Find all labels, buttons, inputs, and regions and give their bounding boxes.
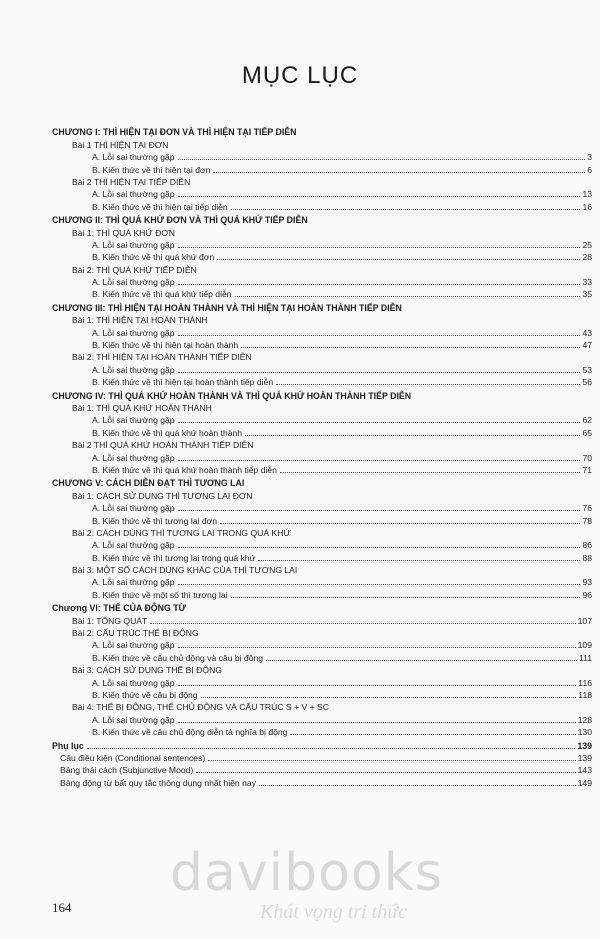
toc-entry-item: [52, 550, 592, 562]
toc-entry-chapter: [52, 600, 592, 613]
toc-entry-page: 139: [577, 740, 592, 751]
toc-entry-label: B. Kiến thức về thì quá khứ đơn: [92, 252, 215, 263]
toc-entry-label: B. Kiến thức về thì hiện tại hoàn thành tiếp diễn: [92, 377, 274, 388]
toc-entry-label: Bảng động từ bất quy tắc thông dụng nhất hiện nay: [60, 777, 256, 788]
toc-entry-label: Bài 3: CÁCH SỬ DỤNG THỂ BỊ ĐỘNG: [72, 665, 222, 676]
dot-leader: [178, 335, 581, 336]
toc-entry-label: Bài 2: CẤU TRÚC THỂ BỊ ĐỘNG: [72, 628, 199, 639]
toc-entry-item: [52, 463, 592, 475]
toc-entry-item: [52, 275, 592, 287]
toc-entry-item: [52, 250, 592, 262]
table-of-contents: [52, 124, 592, 788]
dot-leader: [178, 247, 581, 248]
toc-entry-label: Phụ lục: [52, 740, 84, 751]
toc-entry-label: B. Kiến thức về thì hiện tại đơn: [92, 164, 211, 175]
toc-entry-item: [52, 238, 592, 250]
toc-entry-page: 86: [582, 540, 592, 551]
toc-entry-label: A. Lỗi sai thường gặp: [92, 577, 175, 588]
toc-entry-page: 109: [577, 640, 592, 651]
toc-entry-page: 139: [577, 752, 592, 763]
toc-entry-item: [52, 425, 592, 437]
dot-leader: [280, 472, 580, 473]
toc-entry-item: [52, 638, 592, 650]
toc-entry-item: [52, 575, 592, 587]
toc-entry-lesson: [52, 313, 592, 325]
toc-entry-item: [52, 501, 592, 513]
toc-entry-item: [52, 688, 592, 700]
toc-entry-page: 107: [577, 615, 592, 626]
toc-entry-lesson: [52, 563, 592, 575]
dot-leader: [178, 547, 581, 548]
toc-entry-label: Bài 2 THÌ HIỆN TẠI TIẾP DIỄN: [72, 176, 191, 187]
toc-entry-lesson: [52, 225, 592, 237]
toc-entry-page: 62: [582, 415, 592, 426]
toc-entry-page: 16: [582, 201, 592, 212]
toc-entry-sub: [52, 763, 592, 775]
toc-entry-item: [52, 675, 592, 687]
toc-entry-label: CHƯƠNG V: CÁCH DIỄN ĐẠT THÌ TƯƠNG LAI: [52, 478, 245, 489]
dot-leader: [259, 785, 576, 786]
toc-entry-page: 70: [582, 452, 592, 463]
toc-entry-label: B. Kiến thức về thì quá khứ hoàn thành tiếp diễn: [92, 464, 277, 475]
toc-entry-page: 130: [577, 727, 592, 738]
toc-entry-label: B. Kiến thức về một số thì tương lai: [92, 589, 228, 600]
toc-entry-item: [52, 325, 592, 337]
toc-entry-page: 93: [582, 577, 592, 588]
dot-leader: [178, 647, 576, 648]
toc-entry-page: 53: [582, 364, 592, 375]
dot-leader: [266, 660, 577, 661]
toc-entry-label: A. Lỗi sai thường gặp: [92, 540, 175, 551]
toc-entry-label: A. Lỗi sai thường gặp: [92, 415, 175, 426]
toc-entry-sub: [52, 751, 592, 763]
toc-entry-label: Bài 1: CÁCH SỬ DỤNG THÌ TƯƠNG LAI ĐƠN: [72, 490, 253, 501]
dot-leader: [217, 259, 580, 260]
toc-entry-label: Bài 3: MỘT SỐ CÁCH DÙNG KHÁC CỦA THÌ TƯƠNG LAI: [72, 565, 298, 576]
dot-leader: [178, 372, 581, 373]
toc-entry-page: 88: [582, 552, 592, 563]
toc-entry-label: CHƯƠNG III: THÌ HIỆN TẠI HOÀN THÀNH VÀ THÌ HIỆN TẠI HOÀN THÀNH TIẾP DIỄN: [52, 302, 402, 313]
toc-entry-label: Bài 2: THÌ HIỆN TẠI HOÀN THÀNH TIẾP DIỄN: [72, 352, 252, 363]
toc-entry-page: 35: [582, 289, 592, 300]
toc-entry-label: Bài 2: CÁCH DÙNG THÌ TƯƠNG LAI TRONG QUÁ KHỨ: [72, 527, 291, 538]
toc-entry-label: Bài 2 THÌ QUÁ KHỨ HOÀN THÀNH TIẾP DIỄN: [72, 440, 254, 451]
toc-entry-item: [52, 187, 592, 199]
toc-entry-label: A. Lỗi sai thường gặp: [92, 640, 175, 651]
toc-entry-label: A. Lỗi sai thường gặp: [92, 452, 175, 463]
dot-leader: [231, 597, 581, 598]
toc-entry-chapter: [52, 475, 592, 488]
dot-leader: [178, 159, 586, 160]
toc-entry-lesson: [52, 401, 592, 413]
dot-leader: [178, 685, 577, 686]
dot-leader: [235, 296, 581, 297]
toc-entry-label: Bài 1: THÌ QUÁ KHỨ ĐƠN: [72, 227, 175, 238]
toc-entry-item: [52, 650, 592, 662]
dot-leader: [245, 435, 580, 436]
toc-entry-item: [52, 587, 592, 599]
page-title: MỤC LỤC: [241, 62, 359, 89]
toc-entry-lesson: [52, 700, 592, 712]
dot-leader: [178, 284, 581, 285]
watermark: [170, 845, 490, 935]
toc-entry-item: [52, 712, 592, 724]
toc-entry-page: 71: [582, 464, 592, 475]
toc-entry-lesson: [52, 175, 592, 187]
toc-entry-label: B. Kiến thức về thì tương lai đơn: [92, 515, 218, 526]
toc-entry-label: B. Kiến thức về thì hiện tại tiếp diễn: [92, 201, 228, 212]
toc-entry-page: 47: [582, 340, 592, 351]
toc-entry-label: Bài 1: TỔNG QUÁT: [72, 615, 148, 626]
toc-entry-label: B. Kiến thức về câu bị động: [92, 689, 198, 700]
toc-entry-page: 116: [578, 677, 592, 688]
toc-entry-item: [52, 150, 592, 162]
toc-entry-label: A. Lỗi sai thường gặp: [92, 189, 175, 200]
dot-leader: [178, 722, 576, 723]
dot-leader: [276, 384, 580, 385]
toc-entry-page: 78: [582, 515, 592, 526]
toc-entry-page: 111: [578, 652, 592, 663]
toc-entry-label: A. Lỗi sai thường gặp: [92, 277, 175, 288]
toc-entry-item: [52, 287, 592, 299]
toc-entry-chapter: [52, 212, 592, 225]
dot-leader: [258, 560, 580, 561]
toc-entry-chapter: [52, 124, 592, 137]
dot-leader: [178, 422, 581, 423]
dot-leader: [201, 697, 577, 698]
toc-entry-label: Bài 1 THÌ HIỆN TẠI ĐƠN: [72, 139, 169, 150]
toc-entry-label: A. Lỗi sai thường gặp: [92, 239, 175, 250]
dot-leader: [196, 772, 575, 773]
dot-leader: [213, 172, 585, 173]
toc-entry-lesson: [52, 663, 592, 675]
dot-leader: [178, 510, 581, 511]
toc-entry-lesson: [52, 613, 592, 625]
toc-entry-lesson: [52, 438, 592, 450]
toc-entry-label: B. Kiến thức về thì quá khứ tiếp diễn: [92, 289, 232, 300]
watermark-tagline: Khát vọng tri thức: [260, 901, 408, 923]
dot-leader: [178, 584, 581, 585]
toc-entry-label: Bài 2: THÌ QUÁ KHỨ TIẾP DIỄN: [72, 264, 197, 275]
toc-entry-label: B. Kiến thức về thì tương lai trong quá khứ: [92, 552, 256, 563]
toc-entry-label: B. Kiến thức về câu chủ động diễn tả nghĩa bị động: [92, 727, 288, 738]
toc-entry-page: 65: [582, 427, 592, 438]
dot-leader: [178, 460, 581, 461]
toc-entry-label: CHƯƠNG IV: THÌ QUÁ KHỨ HOÀN THÀNH VÀ THÌ QUÁ KHỨ HOÀN THÀNH TIẾP DIỄN: [52, 390, 412, 401]
toc-entry-label: A. Lỗi sai thường gặp: [92, 714, 175, 725]
toc-entry-lesson: [52, 350, 592, 362]
toc-entry-page: 6: [587, 164, 592, 175]
toc-entry-appendix: [52, 737, 592, 750]
toc-entry-label: A. Lỗi sai thường gặp: [92, 152, 175, 163]
toc-entry-chapter: [52, 299, 592, 312]
toc-entry-item: [52, 450, 592, 462]
toc-entry-label: Bài 1: THÌ QUÁ KHỨ HOÀN THÀNH: [72, 402, 212, 413]
toc-entry-page: 118: [578, 689, 592, 700]
toc-entry-label: B. Kiến thức về câu chủ động và câu bị động: [92, 652, 264, 663]
toc-entry-label: B. Kiến thức về thì hiện tại hoàn thành: [92, 340, 239, 351]
toc-entry-lesson: [52, 526, 592, 538]
toc-entry-label: B. Kiến thức về thì quá khứ hoàn thành: [92, 427, 243, 438]
dot-leader: [241, 347, 580, 348]
toc-entry-label: Chương VI: THỂ CỦA ĐỘNG TỪ: [52, 603, 186, 614]
toc-entry-page: 25: [582, 239, 592, 250]
dot-leader: [178, 196, 581, 197]
dot-leader: [290, 734, 575, 735]
toc-entry-page: 56: [582, 377, 592, 388]
toc-entry-label: Bài 1: THÌ HIỆN TẠI HOÀN THÀNH: [72, 315, 208, 326]
toc-entry-label: CHƯƠNG I: THÌ HIỆN TẠI ĐƠN VÀ THÌ HIỆN TẠI TIẾP DIỄN: [52, 127, 297, 138]
dot-leader: [208, 760, 575, 761]
toc-entry-label: A. Lỗi sai thường gặp: [92, 677, 175, 688]
toc-entry-lesson: [52, 488, 592, 500]
toc-entry-chapter: [52, 387, 592, 400]
toc-entry-lesson: [52, 626, 592, 638]
toc-entry-lesson: [52, 137, 592, 149]
toc-entry-item: [52, 199, 592, 211]
toc-entry-label: A. Lỗi sai thường gặp: [92, 364, 175, 375]
toc-entry-item: [52, 162, 592, 174]
toc-entry-page: 149: [577, 777, 592, 788]
toc-entry-label: Câu điều kiện (Conditional sentences): [60, 752, 206, 763]
toc-entry-sub: [52, 775, 592, 787]
toc-entry-label: Bài 4: THỂ BỊ ĐỘNG, THỂ CHỦ ĐỘNG VÀ CẤU TRÚC S + V + SC: [72, 702, 329, 713]
toc-entry-page: 43: [582, 327, 592, 338]
toc-entry-item: [52, 375, 592, 387]
dot-leader: [220, 523, 580, 524]
toc-entry-item: [52, 362, 592, 374]
toc-entry-page: 96: [582, 589, 592, 600]
toc-entry-page: 28: [582, 252, 592, 263]
toc-entry-item: [52, 338, 592, 350]
toc-entry-page: 143: [577, 765, 592, 776]
toc-entry-label: A. Lỗi sai thường gặp: [92, 327, 175, 338]
toc-entry-page: 33: [582, 277, 592, 288]
toc-entry-page: 13: [582, 189, 592, 200]
toc-entry-item: [52, 513, 592, 525]
toc-entry-item: [52, 413, 592, 425]
toc-entry-label: CHƯƠNG II: THÌ QUÁ KHỨ ĐƠN VÀ THÌ QUÁ KHỨ TIẾP DIỄN: [52, 215, 308, 226]
dot-leader: [87, 748, 576, 749]
toc-entry-page: 76: [582, 503, 592, 514]
dot-leader: [231, 209, 581, 210]
toc-entry-item: [52, 538, 592, 550]
toc-entry-page: 3: [587, 152, 592, 163]
toc-entry-page: 128: [577, 714, 592, 725]
watermark-brand: davibooks: [170, 843, 443, 903]
toc-entry-lesson: [52, 262, 592, 274]
toc-entry-label: A. Lỗi sai thường gặp: [92, 503, 175, 514]
dot-leader: [150, 623, 575, 624]
toc-entry-item: [52, 725, 592, 737]
page-number: 164: [52, 900, 72, 915]
toc-entry-label: Bảng thái cách (Subjunctive Mood): [60, 765, 194, 776]
